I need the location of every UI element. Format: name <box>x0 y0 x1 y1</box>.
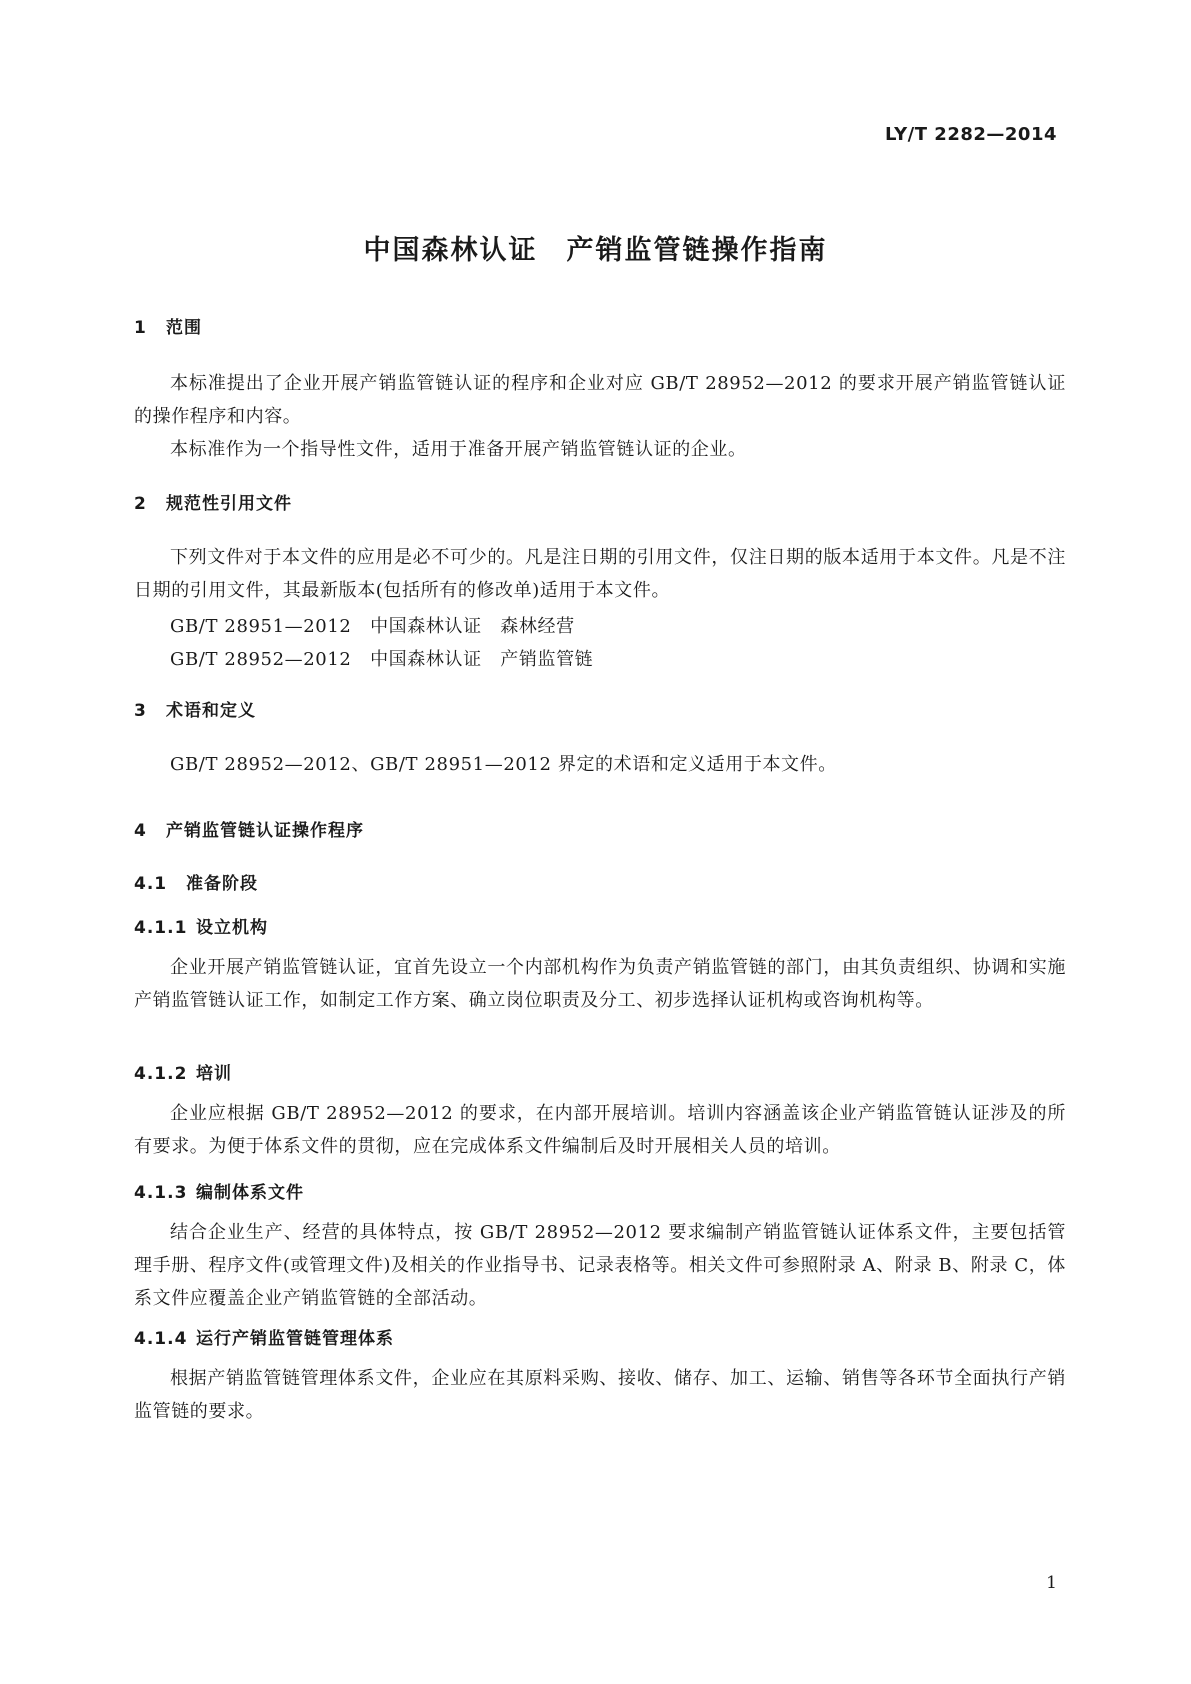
subsection-4-1-4-heading <box>134 1324 394 1349</box>
standard-code: LY/T 2282—2014 <box>884 124 1057 145</box>
section-number: 4.1.1 <box>134 918 188 938</box>
section-number: 4 <box>134 821 147 841</box>
page-number: 1 <box>1046 1573 1057 1593</box>
section-title: 编制体系文件 <box>196 1183 304 1203</box>
section-title: 设立机构 <box>196 918 268 938</box>
section-title: 培训 <box>196 1064 232 1084</box>
section-1-paragraph-2: 本标准作为一个指导性文件，适用于准备开展产销监管链认证的企业。 <box>170 439 747 460</box>
section-2-paragraph-1: 下列文件对于本文件的应用是必不可少的。凡是注日期的引用文件，仅注日期的版本适用于本文件。凡是不注日期的引用文件，其最新版本(包括所有的修改单)适用于本文件。 <box>134 547 1066 601</box>
subsection-4-1-1-heading <box>134 913 268 938</box>
subsection-4-1-3-heading <box>134 1178 304 1203</box>
section-title: 规范性引用文件 <box>166 494 292 514</box>
section-title: 产销监管链认证操作程序 <box>166 821 364 841</box>
section-4-heading <box>134 816 364 841</box>
section-number: 3 <box>134 701 147 721</box>
section-number: 2 <box>134 494 147 514</box>
section-number: 4.1.4 <box>134 1329 188 1349</box>
section-title: 运行产销监管链管理体系 <box>196 1329 394 1349</box>
subsection-4-1-2-paragraph: 企业应根据 GB/T 28952—2012 的要求，在内部开展培训。培训内容涵盖该企业产销监管链认证涉及的所有要求。为便于体系文件的贯彻，应在完成体系文件编制后及时开展相关人员的培训。 <box>134 1103 1066 1157</box>
section-number: 4.1.3 <box>134 1183 188 1203</box>
subsection-4-1-1-paragraph: 企业开展产销监管链认证，宜首先设立一个内部机构作为负责产销监管链的部门，由其负责组织、协调和实施产销监管链认证工作，如制定工作方案、确立岗位职责及分工、初步选择认证机构或咨询机构等。 <box>134 957 1066 1011</box>
section-number: 4.1.2 <box>134 1064 188 1084</box>
document-title: 中国森林认证 产销监管链操作指南 <box>363 235 828 266</box>
reference-item: GB/T 28952—2012 中国森林认证 产销监管链 <box>170 649 594 670</box>
subsection-4-1-4-paragraph: 根据产销监管链管理体系文件，企业应在其原料采购、接收、储存、加工、运输、销售等各环节全面执行产销监管链的要求。 <box>134 1368 1066 1422</box>
section-2-heading <box>134 489 292 514</box>
subsection-4-1-heading <box>134 869 258 894</box>
section-title: 术语和定义 <box>166 701 256 721</box>
section-title: 范围 <box>166 318 202 338</box>
section-title: 准备阶段 <box>186 874 258 894</box>
reference-item: GB/T 28951—2012 中国森林认证 森林经营 <box>170 616 575 637</box>
section-3-heading <box>134 696 256 721</box>
section-number: 4.1 <box>134 874 168 894</box>
subsection-4-1-3-paragraph: 结合企业生产、经营的具体特点，按 GB/T 28952—2012 要求编制产销监管链认证体系文件，主要包括管理手册、程序文件(或管理文件)及相关的作业指导书、记录表格等。相关文件可参照附录 A、附录 B、附录 C，体系文件应覆盖企业产销监管链的全部活动。 <box>134 1222 1066 1309</box>
section-number: 1 <box>134 318 147 338</box>
section-1-heading <box>134 313 202 338</box>
section-1-paragraph-1: 本标准提出了企业开展产销监管链认证的程序和企业对应 GB/T 28952—2012 的要求开展产销监管链认证的操作程序和内容。 <box>134 373 1066 427</box>
subsection-4-1-2-heading <box>134 1059 232 1084</box>
section-3-paragraph-1: GB/T 28952—2012、GB/T 28951—2012 界定的术语和定义适用于本文件。 <box>170 754 837 775</box>
